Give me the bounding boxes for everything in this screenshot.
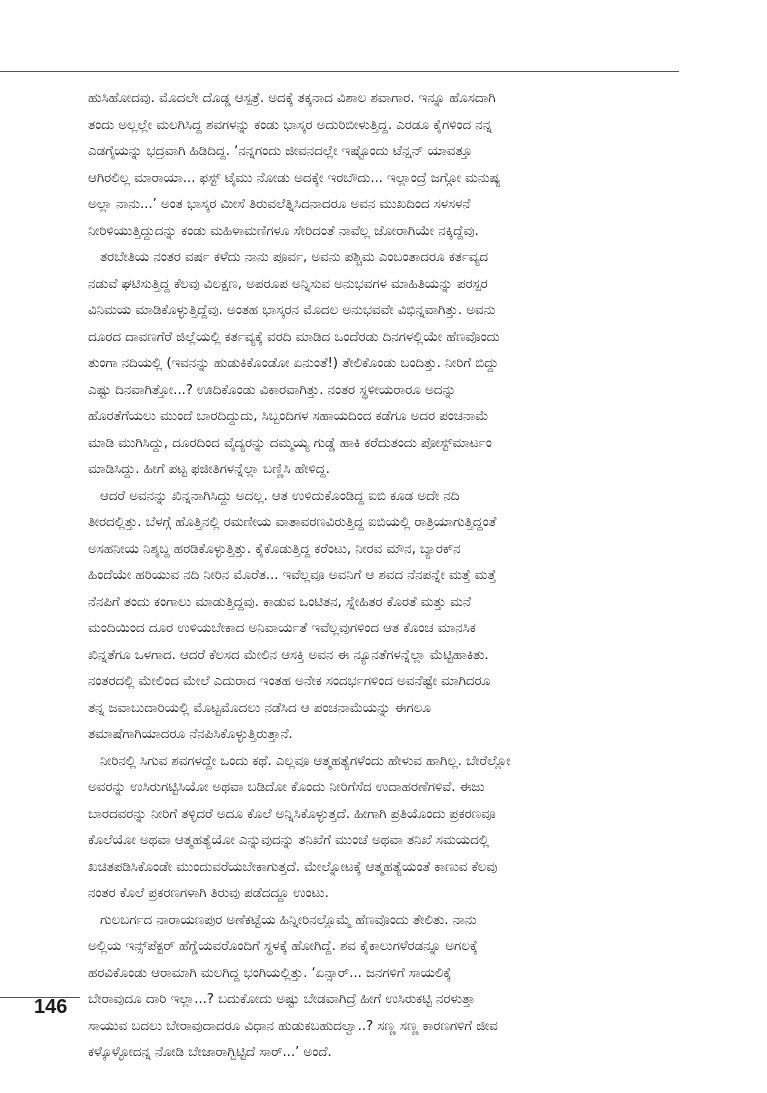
text-line: ಅಲ್ಲಿಯ ಇನ್ಸ್‌ಪೆಕ್ಟರ್ ಹೆಗ್ಡೆಯವರೊಂದಿಗೆ ಸ್ಥಳಕ್ಕೆ ಹೋಗಿದ್ದೆ. ಶವ ಕೈಕಾಲುಗಳೆರಡನ್ನೂ ಅಗಲಕ್ಕೆ	[88, 938, 478, 954]
text-line: ಮಾಡಿ ಮುಗಿಸಿದ್ದು, ದೂರದಿಂದ ವೈದ್ಯರನ್ನು ದಮ್ಮಯ್ಯ ಗುಡ್ಡೆ ಹಾಕಿ ಕರೆದುತಂದು ಪೋಸ್ಟ್‌ಮಾರ್ಟಂ	[88, 434, 492, 451]
text-line: ಎಡಗೈಯನ್ನು ಭದ್ರವಾಗಿ ಹಿಡಿದಿದ್ದ. ‘ನನ್ನಗಂದು ಜೀವನದಲ್ಲೇ ಇಷ್ಟೊಂದು ಟೆನ್ಷನ್ ಯಾವತ್ತೂ	[88, 143, 473, 159]
text-line: ಹೊರತೆಗೆಯಲು ಮುಂದೆ ಬಾರದಿದ್ದುದು, ಸಿಬ್ಬಂದಿಗಳ ಸಹಾಯದಿಂದ ಕಡೆಗೂ ಅದರ ಪಂಚನಾಮೆ	[88, 408, 489, 424]
text-line: ಹುಸಿಹೋದವು. ಮೊದಲೇ ದೊಡ್ಡ ಆಸ್ಪತ್ರೆ. ಅದಕ್ಕೆ ತಕ್ಕನಾದ ವಿಶಾಲ ಶವಾಗಾರ. ಇನ್ನೂ ಹೊಸದಾಗಿ	[88, 90, 496, 106]
text-line: ಮಂದಿಯಿಂದ ದೂರ ಉಳಿಯಬೇಕಾದ ಅನಿವಾರ್ಯತೆ ಇವೆಲ್ಲವುಗಳಿಂದ ಆತ ಕೊಂಚ ಮಾನಸಿಕ	[88, 620, 476, 636]
header-rule	[0, 71, 679, 72]
body-text	[88, 85, 681, 1066]
text-line: ಬೇರಾವುದೂ ದಾರಿ ಇಲ್ಲಾ...? ಬದುಕೋದು ಅಷ್ಟು ಬೇಡವಾಗಿದ್ರೆ ಹೀಗೆ ಉಸಿರುಕಟ್ಟಿ ನರಳುತ್ತಾ	[88, 991, 476, 1007]
text-line: ನೆನಪಿಗೆ ತಂದು ಕಂಗಾಲು ಮಾಡುತ್ತಿದ್ದವು. ಕಾಡುವ ಒಂಟಿತನ, ಸ್ನೇಹಿತರ ಕೊರತೆ ಮತ್ತು ಮನೆ	[88, 593, 471, 610]
text-line: ಕಳ್ಕೊಳ್ಳೋದನ್ನ ನೋಡಿ ಬೇಜಾರಾಗ್ಬಿಟ್ಟಿದೆ ಸಾರ್...’ ಅಂದೆ.	[88, 1044, 332, 1060]
text-line: ಅಲ್ಲಾ ನಾನು...’ ಅಂತ ಭಾಸ್ಕರ ಮೀಸೆ ತಿರುವಲೆತ್ನಿಸಿದನಾದರೂ ಅವನ ಮುಖದಿಂದ ಸಳಸಳನೆ	[88, 196, 471, 212]
text-line: ಆಗಿರಲಿಲ್ಲ ಮಾರಾಯಾ... ಫಸ್ಟ್ ಟೈಮು ನೋಡು ಅದಕ್ಕೇ ಇರಬೌದು... ಇಲ್ಲಾಂದ್ರೆ ಜಗ್ಗೋ ಮನುಷ್ಯ	[88, 169, 501, 186]
text-line: ನಂತರ ಕೊಲೆ ಪ್ರಕರಣಗಳಾಗಿ ತಿರುವು ಪಡೆದದ್ದೂ ಉಂಟು.	[88, 885, 329, 901]
text-line: ಖಚಿತಪಡಿಸಿಕೊಂಡೇ ಮುಂದುವರೆಯಬೇಕಾಗುತ್ತದೆ. ಮೇಲ್ನೋಟಕ್ಕೆ ಆತ್ಮಹತ್ಯೆಯಂತೆ ಕಾಣುವ ಕೆಲವು	[88, 858, 498, 875]
text-line: ತಂದು ಅಲ್ಲಲ್ಲೇ ಮಲಗಿಸಿದ್ದ ಶವಗಳನ್ನು ಕಂಡು ಭಾಸ್ಕರ ಅದುರಿಬೀಳುತ್ತಿದ್ದ. ಎರಡೂ ಕೈಗಳಿಂದ ನನ್ನ	[88, 116, 492, 133]
text-line: ಮಾಡಿಸಿದ್ದು. ಹೀಗೆ ಪಟ್ಟ ಫಜೀತಿಗಳನ್ನೆಲ್ಲಾ ಬಣ್ಣಿಸಿ ಹೇಳಿದ್ದ.	[88, 461, 330, 477]
text-line: ತೀರದಲ್ಲಿತ್ತು. ಬೆಳಗ್ಗೆ ಹೊತ್ತಿನಲ್ಲಿ ರಮಣೀಯ ವಾತಾವರಣವಿರುತ್ತಿದ್ದ ಐಬಿಯಲ್ಲಿ ರಾತ್ರಿಯಾಗುತ್ತಿದ್ದಂತೆ	[88, 514, 497, 530]
text-line: ತಮಾಷೆಗಾಗಿಯಾದರೂ ನೆನಪಿಸಿಕೊಳ್ಳುತ್ತಿರುತ್ತಾನೆ.	[88, 726, 293, 742]
text-line: ಎಷ್ಟು ದಿನವಾಗಿತ್ತೋ...? ಊದಿಕೊಂಡು ವಿಕಾರವಾಗಿತ್ತು. ನಂತರ ಸ್ಥಳೀಯರಾರೂ ಅದನ್ನು	[88, 381, 456, 398]
text-line: ವಿನಿಮಯ ಮಾಡಿಕೊಳ್ಳುತ್ತಿದ್ದೆವು. ಅಂತಹ ಭಾಸ್ಕರನ ಮೊದಲ ಅನುಭವವೇ ವಿಭಿನ್ನವಾಗಿತ್ತು. ಅವನು	[88, 302, 496, 318]
text-line: ನೀರಿನಲ್ಲಿ ಸಿಗುವ ಶವಗಳದ್ದೇ ಒಂದು ಕಥೆ. ಎಲ್ಲವೂ ಆತ್ಮಹತ್ಯೆಗಳೆಂದು ಹೇಳುವ ಹಾಗಿಲ್ಲ. ಬೇರೆಲ್ಲೋ	[100, 752, 511, 769]
text-line: ಹರವಿಕೊಂಡು ಆರಾಮಾಗಿ ಮಲಗಿದ್ದ ಭಂಗಿಯಲ್ಲಿತ್ತು. ‘ಏನ್ಸಾರ್... ಜನಗಳಿಗೆ ಸಾಯಲಿಕ್ಕೆ	[88, 964, 452, 981]
text-line: ಗುಲಬರ್ಗದ ನಾರಾಯಣಪುರ ಅಣೆಕಟ್ಟೆಯ ಹಿನ್ನೀರಿನಲ್ಲೊಮ್ಮೆ ಹೆಣವೊಂದು ತೇಲಿತು. ನಾನು	[100, 911, 477, 928]
text-line: ಅವರನ್ನು ಉಸಿರುಗಟ್ಟಿಸಿಯೋ ಅಥವಾ ಬಡಿದೋ ಕೊಂದು ನೀರಿಗೆಸೆದ ಉದಾಹರಣೆಗಳಿವೆ. ಈಜು	[88, 779, 485, 795]
text-line: ನಂತರದಲ್ಲಿ ಮೇಲಿಂದ ಮೇಲೆ ಎದುರಾದ ಇಂತಹ ಅನೇಕ ಸಂದರ್ಭಗಳಿಂದ ಅವನೆಷ್ಟೇ ಮಾಗಿದರೂ	[88, 673, 491, 689]
text-line: ತುಂಗಾ ನದಿಯಲ್ಲಿ (ಇವನನ್ನು ಹುಡುಕಿಕೊಂಡೋ ಏನುಂತೆ!) ತೇಲಿಕೊಂಡು ಬಂದಿತ್ತು. ನೀರಿಗೆ ಬಿದ್ದು	[88, 355, 499, 371]
text-line: ತರಬೇತಿಯ ನಂತರ ವರ್ಷ ಕಳೆದು ನಾನು ಪೂರ್ವ, ಅವನು ಪಶ್ಚಿಮ ಎಂಬಂತಾದರೂ ಕರ್ತವ್ಯದ	[100, 249, 488, 265]
page-number: 146	[34, 996, 68, 1018]
text-line: ದೂರದ ದಾವಣಗೆರೆ ಜಿಲ್ಲೆಯಲ್ಲಿ ಕರ್ತವ್ಯಕ್ಕೆ ವರದಿ ಮಾಡಿದ ಒಂದೆರಡು ದಿನಗಳಲ್ಲಿಯೇ ಹೆಣವೊಂದು	[88, 328, 500, 345]
text-line: ನೀರಿಳಿಯುತ್ತಿದ್ದುದನ್ನು ಕಂಡು ಮಹಿಳಾಮಣಿಗಳೂ ಸೇರಿದಂತೆ ನಾವೆಲ್ಲ ಜೋರಾಗಿಯೇ ನಕ್ಕಿದ್ದೆವು.	[88, 222, 479, 239]
text-line: ನಡುವೆ ಘಟಿಸುತ್ತಿದ್ದ ಕೆಲವು ವಿಲಕ್ಷಣ, ಅಪರೂಪ ಅನ್ನಿಸುವ ಅನುಭವಗಳ ಮಾಹಿತಿಯನ್ನು ಪರಸ್ಪರ	[88, 275, 488, 292]
text-line: ತನ್ನ ಜವಾಬುದಾರಿಯಲ್ಲಿ ಮೊಟ್ಟಮೊದಲು ನಡೆಸಿದ ಆ ಪಂಚನಾಮೆಯನ್ನು ಈಗಲೂ	[88, 699, 431, 716]
text-line: ಸಾಯುವ ಬದಲು ಬೇರಾವುದಾದರೂ ವಿಧಾನ ಹುಡುಕಬಹುದಲ್ವಾ..? ಸಣ್ಣ ಸಣ್ಣ ಕಾರಣಗಳಿಗೆ ಜೀವ	[88, 1017, 498, 1034]
text-line: ಅಸಹನೀಯ ನಿಶ್ಶಬ್ದ ಹರಡಿಕೊಳ್ಳುತ್ತಿತ್ತು. ಕೈಕೊಡುತ್ತಿದ್ದ ಕರೆಂಟು, ನೀರವ ಮೌನ, ಬ್ಯಾರಕ್‌ನ	[88, 540, 461, 557]
text-line: ಹಿಂದೆಯೇ ಹರಿಯುವ ನದಿ ನೀರಿನ ಮೊರೆತ... ಇವೆಲ್ಲವೂ ಅವನಿಗೆ ಆ ಶವದ ನೆನಪನ್ನೇ ಮತ್ತೆ ಮತ್ತೆ	[88, 567, 497, 583]
text-line: ಕೊಲೆಯೋ ಅಥವಾ ಆತ್ಮಹತ್ಯೆಯೋ ಎನ್ನುವುದನ್ನು ತನಿಖೆಗೆ ಮುಂಚೆ ಅಥವಾ ತನಿಖೆ ಸಮಯದಲ್ಲಿ	[88, 832, 489, 848]
text-line: ಬಾರದವರನ್ನು ನೀರಿಗೆ ತಳ್ಳಿದರೆ ಅದೂ ಕೊಲೆ ಅನ್ನಿಸಿಕೊಳ್ಳುತ್ತದೆ. ಹೀಗಾಗಿ ಪ್ರತಿಯೊಂದು ಪ್ರಕರಣವೂ	[88, 805, 496, 822]
text-line: ಆದರೆ ಅವನನ್ನು ಖಿನ್ನನಾಗಿಸಿದ್ದು ಅದಲ್ಲ. ಆತ ಉಳಿದುಕೊಂಡಿದ್ದ ಐಬಿ ಕೂಡ ಅದೇ ನದಿ	[100, 487, 460, 504]
text-line: ಖಿನ್ನತೆಗೂ ಒಳಗಾದ. ಆದರೆ ಕೆಲಸದ ಮೇಲಿನ ಆಸಕ್ತಿ ಅವನ ಈ ನ್ಯೂನತೆಗಳನ್ನೆಲ್ಲಾ ಮೆಟ್ಟಿಹಾಕಿತು.	[88, 646, 489, 663]
